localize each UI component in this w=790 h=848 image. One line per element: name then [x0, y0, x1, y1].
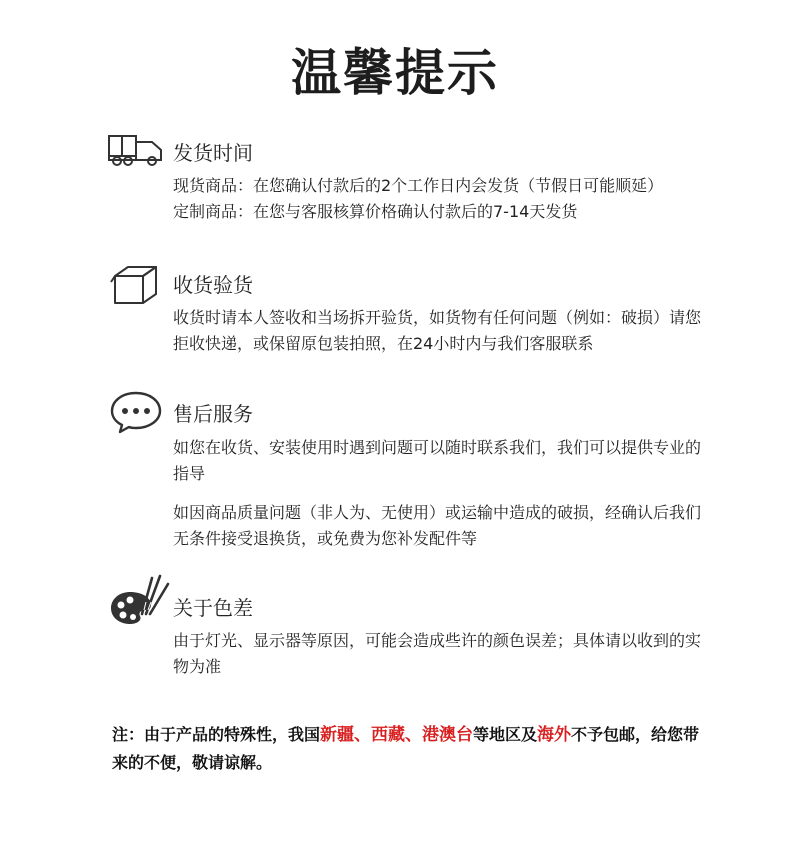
- section-paragraph: 由于灯光、显示器等原因，可能会造成些许的颜色误差；具体请以收到的实物为准: [173, 631, 702, 676]
- note-text: 等地区及: [473, 725, 538, 744]
- note-region-highlight: 新疆: [320, 725, 355, 745]
- section-heading-shipping: 发货时间: [173, 141, 253, 165]
- section-heading-color-difference: 关于色差: [173, 596, 253, 620]
- section-paragraph: 现货商品：在您确认付款后的2个工作日内会发货（节假日可能顺延）: [173, 176, 664, 195]
- section-paragraph: 如因商品质量问题（非人为、无使用）或运输中造成的破损，经确认后我们无条件接受退换货，或免费为您补发配件等: [173, 503, 702, 548]
- section-heading-after-sales: 售后服务: [173, 402, 253, 426]
- note-text: 注：由于产品的特殊性，我国: [112, 725, 321, 744]
- note-region-highlight: 西藏: [371, 725, 406, 745]
- palette-icon: [108, 572, 172, 628]
- truck-icon: [106, 132, 164, 168]
- shipping-note: [112, 721, 712, 776]
- box-icon: [110, 264, 164, 306]
- note-region-highlight: 海外: [537, 725, 572, 745]
- section-paragraph: 如您在收货、安装使用时遇到问题可以随时联系我们，我们可以提供专业的指导: [173, 438, 702, 483]
- note-separator: 、: [354, 725, 372, 745]
- note-separator: 、: [405, 725, 423, 745]
- section-heading-inspection: 收货验货: [173, 273, 253, 297]
- section-paragraph: 定制商品：在您与客服核算价格确认付款后的7-14天发货: [173, 202, 578, 221]
- note-region-highlight: 港澳台: [422, 725, 474, 745]
- page-title: 温馨提示: [291, 44, 499, 102]
- section-paragraph: 收货时请本人签收和当场拆开验货，如货物有任何问题（例如：破损）请您拒收快递，或保留原包装拍照，在24小时内与我们客服联系: [173, 308, 702, 353]
- chat-bubble-icon: [109, 390, 163, 434]
- note-text: 不予包邮，给您带来的不便，敬请谅解。: [112, 725, 700, 772]
